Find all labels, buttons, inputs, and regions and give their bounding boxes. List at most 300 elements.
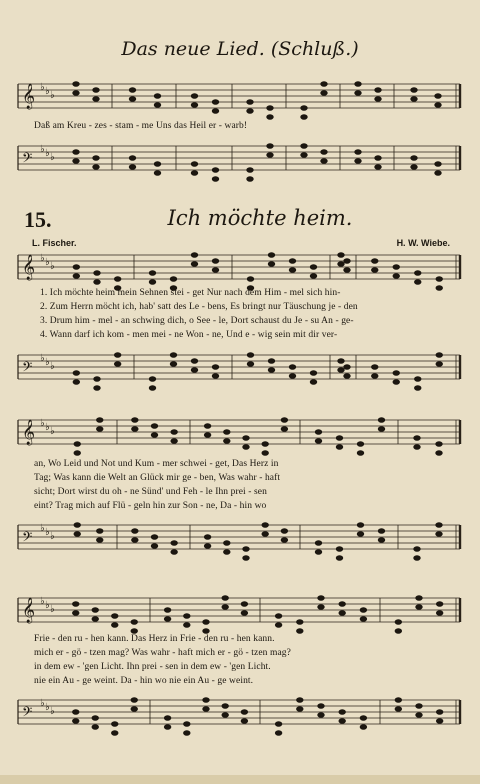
note-head bbox=[336, 445, 342, 450]
note-head bbox=[378, 529, 384, 534]
note-head bbox=[94, 377, 100, 382]
note-head bbox=[411, 156, 417, 161]
note-head bbox=[415, 271, 421, 276]
note-head bbox=[275, 722, 281, 727]
verse-line: in dem ew - 'gen Licht. Ihn prei - sen in dem ew - 'gen Licht. bbox=[34, 662, 271, 672]
note-head bbox=[170, 353, 176, 358]
note-head bbox=[344, 365, 350, 370]
note-head bbox=[297, 698, 303, 703]
note-head bbox=[247, 177, 253, 182]
note-head bbox=[191, 103, 197, 108]
note-head bbox=[222, 605, 228, 610]
note-head bbox=[339, 602, 345, 607]
note-head bbox=[204, 424, 210, 429]
note-head bbox=[191, 162, 197, 167]
note-head bbox=[212, 259, 218, 264]
note-head bbox=[436, 710, 442, 715]
note-head bbox=[204, 535, 210, 540]
note-head bbox=[212, 109, 218, 114]
clef-icon: 𝄢 bbox=[22, 529, 33, 548]
note-head bbox=[281, 418, 287, 423]
note-head bbox=[321, 91, 327, 96]
note-head bbox=[212, 365, 218, 370]
note-head bbox=[268, 368, 274, 373]
note-head bbox=[360, 608, 366, 613]
note-head bbox=[275, 731, 281, 736]
note-head bbox=[170, 362, 176, 367]
note-head bbox=[372, 268, 378, 273]
note-head bbox=[355, 150, 361, 155]
note-head bbox=[149, 386, 155, 391]
note-head bbox=[171, 541, 177, 546]
note-head bbox=[212, 100, 218, 105]
note-head bbox=[224, 541, 230, 546]
note-head bbox=[247, 109, 253, 114]
note-head bbox=[375, 88, 381, 93]
flat-icon: ♭ bbox=[50, 90, 55, 101]
note-head bbox=[375, 165, 381, 170]
note-head bbox=[129, 165, 135, 170]
note-head bbox=[222, 596, 228, 601]
note-head bbox=[112, 731, 118, 736]
note-head bbox=[94, 280, 100, 285]
verse-line: Frie - den ru - hen kann. Das Herz in Frie - den ru - hen kann. bbox=[34, 634, 275, 644]
note-head bbox=[74, 442, 80, 447]
verse-line: Tag; Was kann die Welt an Glück mir ge - ben, Was wahr - haft bbox=[34, 473, 281, 483]
note-head bbox=[73, 710, 79, 715]
verse-line: nie ein Au - ge weint. Da - hin wo nie ein Au - ge weint. bbox=[34, 676, 254, 686]
note-head bbox=[164, 617, 170, 622]
note-head bbox=[435, 94, 441, 99]
note-head bbox=[131, 620, 137, 625]
composer-credit: H. W. Wiebe. bbox=[396, 238, 450, 248]
note-head bbox=[151, 433, 157, 438]
note-head bbox=[73, 159, 79, 164]
note-head bbox=[414, 556, 420, 561]
flat-icon: ♭ bbox=[45, 702, 50, 713]
note-head bbox=[247, 168, 253, 173]
note-head bbox=[321, 159, 327, 164]
note-head bbox=[338, 253, 344, 258]
note-head bbox=[310, 265, 316, 270]
note-head bbox=[372, 259, 378, 264]
flat-icon: ♭ bbox=[40, 596, 45, 607]
note-head bbox=[281, 538, 287, 543]
note-head bbox=[393, 380, 399, 385]
note-head bbox=[73, 150, 79, 155]
note-head bbox=[191, 262, 197, 267]
note-head bbox=[357, 523, 363, 528]
note-head bbox=[435, 162, 441, 167]
note-head bbox=[268, 359, 274, 364]
note-head bbox=[73, 602, 79, 607]
note-head bbox=[224, 430, 230, 435]
note-head bbox=[268, 262, 274, 267]
note-head bbox=[212, 374, 218, 379]
note-head bbox=[267, 144, 273, 149]
flat-icon: ♭ bbox=[45, 148, 50, 159]
note-head bbox=[321, 150, 327, 155]
note-head bbox=[112, 623, 118, 628]
note-head bbox=[378, 427, 384, 432]
note-head bbox=[315, 550, 321, 555]
note-head bbox=[132, 538, 138, 543]
clef-icon: 𝄞 bbox=[22, 255, 36, 280]
verse-line: sicht; Dort wirst du oh - ne Sünd' und Feh - le Ihn prei - sen bbox=[34, 487, 267, 497]
note-head bbox=[129, 88, 135, 93]
note-head bbox=[415, 386, 421, 391]
note-head bbox=[416, 596, 422, 601]
flat-icon: ♭ bbox=[40, 144, 45, 155]
note-head bbox=[73, 611, 79, 616]
verse-line: 2. Zum Herrn möcht ich, hab' satt des Le - bens, Es bringt nur Täuschung je - den bbox=[40, 302, 358, 312]
note-head bbox=[372, 365, 378, 370]
note-head bbox=[164, 716, 170, 721]
note-head bbox=[114, 362, 120, 367]
note-head bbox=[151, 535, 157, 540]
note-head bbox=[184, 614, 190, 619]
note-head bbox=[184, 731, 190, 736]
note-head bbox=[289, 259, 295, 264]
verse-line: 4. Wann darf ich kom - men mei - ne Won - ne, Und e - wig sein mit dir ver- bbox=[40, 330, 338, 340]
note-head bbox=[315, 439, 321, 444]
note-head bbox=[414, 547, 420, 552]
flat-icon: ♭ bbox=[50, 531, 55, 542]
note-head bbox=[395, 698, 401, 703]
note-head bbox=[301, 106, 307, 111]
note-head bbox=[129, 97, 135, 102]
note-head bbox=[372, 374, 378, 379]
flat-icon: ♭ bbox=[45, 527, 50, 538]
note-head bbox=[435, 171, 441, 176]
note-head bbox=[97, 418, 103, 423]
note-head bbox=[191, 368, 197, 373]
flat-icon: ♭ bbox=[50, 261, 55, 272]
clef-icon: 𝄞 bbox=[22, 420, 36, 445]
note-head bbox=[338, 359, 344, 364]
note-head bbox=[301, 115, 307, 120]
note-head bbox=[92, 725, 98, 730]
flat-icon: ♭ bbox=[40, 82, 45, 93]
note-head bbox=[336, 547, 342, 552]
verse-line: 1. Ich möchte heim mein Sehnen stei - get Nur nach dem Him - mel sich hin- bbox=[40, 288, 341, 298]
note-head bbox=[204, 544, 210, 549]
note-head bbox=[247, 277, 253, 282]
note-head bbox=[92, 716, 98, 721]
note-head bbox=[267, 106, 273, 111]
note-head bbox=[184, 722, 190, 727]
note-head bbox=[73, 380, 79, 385]
note-head bbox=[267, 153, 273, 158]
top-song-lyric: Daß am Kreu - zes - stam - me Uns das Heil er - warb! bbox=[34, 121, 248, 131]
note-head bbox=[243, 547, 249, 552]
note-head bbox=[73, 274, 79, 279]
note-head bbox=[92, 617, 98, 622]
note-head bbox=[97, 427, 103, 432]
note-head bbox=[73, 265, 79, 270]
note-head bbox=[154, 162, 160, 167]
note-head bbox=[203, 620, 209, 625]
note-head bbox=[149, 271, 155, 276]
note-head bbox=[132, 427, 138, 432]
note-head bbox=[132, 418, 138, 423]
note-head bbox=[375, 97, 381, 102]
flat-icon: ♭ bbox=[50, 426, 55, 437]
verse-line: mich er - gö - tzen mag? Was wahr - haft mich er - gö - tzen mag? bbox=[34, 648, 291, 658]
note-head bbox=[415, 377, 421, 382]
note-head bbox=[191, 253, 197, 258]
note-head bbox=[241, 611, 247, 616]
note-head bbox=[436, 277, 442, 282]
flat-icon: ♭ bbox=[40, 253, 45, 264]
note-head bbox=[149, 280, 155, 285]
note-head bbox=[344, 374, 350, 379]
top-song-title: Das neue Lied. (Schluß.) bbox=[121, 38, 359, 60]
note-head bbox=[191, 94, 197, 99]
note-head bbox=[94, 386, 100, 391]
flat-icon: ♭ bbox=[50, 152, 55, 163]
note-head bbox=[393, 274, 399, 279]
note-head bbox=[224, 550, 230, 555]
flat-icon: ♭ bbox=[40, 353, 45, 364]
note-head bbox=[241, 719, 247, 724]
clef-icon: 𝄢 bbox=[22, 359, 33, 378]
note-head bbox=[336, 556, 342, 561]
note-head bbox=[281, 529, 287, 534]
note-head bbox=[151, 424, 157, 429]
note-head bbox=[247, 100, 253, 105]
note-head bbox=[318, 605, 324, 610]
note-head bbox=[411, 165, 417, 170]
hymn-title: Ich möchte heim. bbox=[167, 206, 353, 230]
note-head bbox=[247, 353, 253, 358]
note-head bbox=[73, 371, 79, 376]
note-head bbox=[355, 159, 361, 164]
note-head bbox=[262, 532, 268, 537]
note-head bbox=[436, 442, 442, 447]
note-head bbox=[243, 445, 249, 450]
note-head bbox=[336, 436, 342, 441]
note-head bbox=[344, 268, 350, 273]
note-head bbox=[203, 707, 209, 712]
note-head bbox=[247, 362, 253, 367]
note-head bbox=[131, 629, 137, 634]
flat-icon: ♭ bbox=[45, 257, 50, 268]
note-head bbox=[74, 523, 80, 528]
note-head bbox=[436, 362, 442, 367]
flat-icon: ♭ bbox=[40, 698, 45, 709]
note-head bbox=[393, 265, 399, 270]
note-head bbox=[318, 596, 324, 601]
note-head bbox=[131, 698, 137, 703]
note-head bbox=[360, 617, 366, 622]
note-head bbox=[129, 156, 135, 161]
note-head bbox=[339, 719, 345, 724]
note-head bbox=[436, 353, 442, 358]
note-head bbox=[315, 430, 321, 435]
note-head bbox=[281, 427, 287, 432]
note-head bbox=[411, 88, 417, 93]
note-head bbox=[149, 377, 155, 382]
note-head bbox=[212, 177, 218, 182]
clef-icon: 𝄢 bbox=[22, 150, 33, 169]
note-head bbox=[436, 532, 442, 537]
clef-icon: 𝄢 bbox=[22, 704, 33, 723]
note-head bbox=[321, 82, 327, 87]
note-head bbox=[436, 451, 442, 456]
note-head bbox=[164, 725, 170, 730]
note-head bbox=[243, 556, 249, 561]
note-head bbox=[338, 262, 344, 267]
note-head bbox=[93, 88, 99, 93]
note-head bbox=[301, 144, 307, 149]
note-head bbox=[416, 704, 422, 709]
note-head bbox=[154, 94, 160, 99]
note-head bbox=[436, 602, 442, 607]
note-head bbox=[395, 620, 401, 625]
note-head bbox=[171, 550, 177, 555]
note-head bbox=[131, 707, 137, 712]
verse-line: eint? Trag mich auf Flü - geln hin zur Son - ne, Da - hin wo bbox=[34, 501, 267, 511]
note-head bbox=[339, 611, 345, 616]
note-head bbox=[395, 707, 401, 712]
note-head bbox=[436, 286, 442, 291]
note-head bbox=[310, 380, 316, 385]
note-head bbox=[289, 365, 295, 370]
note-head bbox=[222, 704, 228, 709]
note-head bbox=[315, 541, 321, 546]
note-head bbox=[204, 433, 210, 438]
note-head bbox=[301, 153, 307, 158]
note-head bbox=[310, 274, 316, 279]
note-head bbox=[212, 168, 218, 173]
note-head bbox=[241, 602, 247, 607]
note-head bbox=[275, 623, 281, 628]
flat-icon: ♭ bbox=[45, 86, 50, 97]
note-head bbox=[97, 538, 103, 543]
note-head bbox=[74, 451, 80, 456]
note-head bbox=[355, 82, 361, 87]
flat-icon: ♭ bbox=[45, 422, 50, 433]
note-head bbox=[262, 451, 268, 456]
note-head bbox=[114, 353, 120, 358]
note-head bbox=[191, 359, 197, 364]
note-head bbox=[436, 719, 442, 724]
note-head bbox=[275, 614, 281, 619]
note-head bbox=[435, 103, 441, 108]
note-head bbox=[94, 271, 100, 276]
note-head bbox=[212, 268, 218, 273]
note-head bbox=[97, 529, 103, 534]
clef-icon: 𝄞 bbox=[22, 84, 36, 109]
note-head bbox=[154, 171, 160, 176]
note-head bbox=[357, 532, 363, 537]
note-head bbox=[310, 371, 316, 376]
note-head bbox=[92, 608, 98, 613]
flat-icon: ♭ bbox=[50, 604, 55, 615]
note-head bbox=[357, 442, 363, 447]
note-head bbox=[171, 439, 177, 444]
verse-line: 3. Drum him - mel - an schwing dich, o See - le, Dort schaust du Je - su An - ge- bbox=[40, 316, 354, 326]
note-head bbox=[171, 430, 177, 435]
flat-icon: ♭ bbox=[40, 523, 45, 534]
note-head bbox=[436, 611, 442, 616]
note-head bbox=[268, 253, 274, 258]
note-head bbox=[184, 623, 190, 628]
note-head bbox=[357, 451, 363, 456]
note-head bbox=[297, 620, 303, 625]
note-head bbox=[344, 259, 350, 264]
note-head bbox=[73, 82, 79, 87]
note-head bbox=[112, 722, 118, 727]
note-head bbox=[222, 713, 228, 718]
note-head bbox=[378, 538, 384, 543]
note-head bbox=[164, 608, 170, 613]
flat-icon: ♭ bbox=[50, 706, 55, 717]
note-head bbox=[93, 97, 99, 102]
note-head bbox=[355, 91, 361, 96]
note-head bbox=[411, 97, 417, 102]
note-head bbox=[154, 103, 160, 108]
note-head bbox=[73, 719, 79, 724]
note-head bbox=[297, 707, 303, 712]
note-head bbox=[338, 368, 344, 373]
note-head bbox=[224, 439, 230, 444]
note-head bbox=[93, 165, 99, 170]
note-head bbox=[114, 277, 120, 282]
flat-icon: ♭ bbox=[50, 361, 55, 372]
note-head bbox=[360, 725, 366, 730]
note-head bbox=[132, 529, 138, 534]
note-head bbox=[375, 156, 381, 161]
page-edge bbox=[0, 775, 480, 784]
clef-icon: 𝄞 bbox=[22, 598, 36, 623]
note-head bbox=[414, 445, 420, 450]
note-head bbox=[289, 374, 295, 379]
note-head bbox=[243, 436, 249, 441]
note-head bbox=[267, 115, 273, 120]
lyricist-credit: L. Fischer. bbox=[32, 238, 77, 248]
note-head bbox=[93, 156, 99, 161]
note-head bbox=[112, 614, 118, 619]
note-head bbox=[393, 371, 399, 376]
note-head bbox=[289, 268, 295, 273]
note-head bbox=[414, 436, 420, 441]
note-head bbox=[395, 629, 401, 634]
note-head bbox=[415, 280, 421, 285]
flat-icon: ♭ bbox=[45, 357, 50, 368]
hymn-number: 15. bbox=[24, 207, 52, 232]
note-head bbox=[74, 532, 80, 537]
note-head bbox=[262, 442, 268, 447]
note-head bbox=[416, 605, 422, 610]
note-head bbox=[378, 418, 384, 423]
note-head bbox=[151, 544, 157, 549]
note-head bbox=[191, 171, 197, 176]
note-head bbox=[436, 523, 442, 528]
note-head bbox=[241, 710, 247, 715]
note-head bbox=[203, 629, 209, 634]
flat-icon: ♭ bbox=[45, 600, 50, 611]
note-head bbox=[416, 713, 422, 718]
note-head bbox=[318, 713, 324, 718]
note-head bbox=[297, 629, 303, 634]
note-head bbox=[339, 710, 345, 715]
note-head bbox=[318, 704, 324, 709]
note-head bbox=[170, 277, 176, 282]
note-head bbox=[262, 523, 268, 528]
flat-icon: ♭ bbox=[40, 418, 45, 429]
